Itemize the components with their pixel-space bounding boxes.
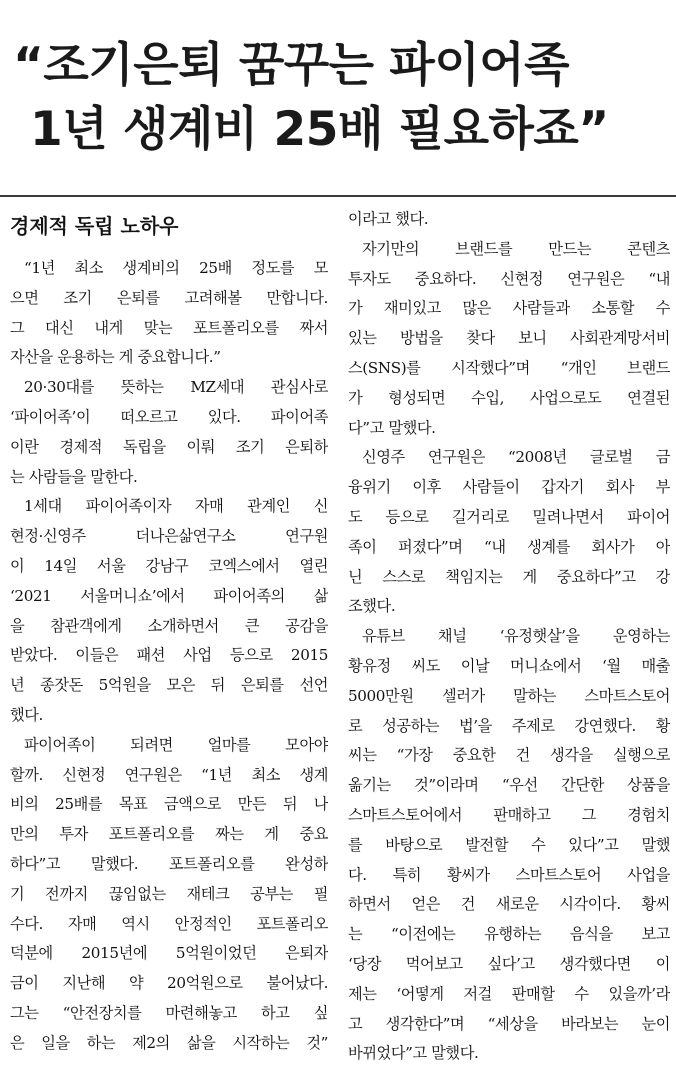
headline-line-2: 1년 생계비 25배 필요하죠” bbox=[30, 102, 609, 157]
left-column-text bbox=[10, 254, 328, 1059]
text-line: 다”고 말했다. bbox=[348, 418, 436, 437]
text-line: 비의 25배를 목표 금액으로 만든 뒤 나 bbox=[10, 795, 328, 814]
text-line: 가 형성되면 수입, 사업으로도 연결된 bbox=[348, 388, 670, 407]
text-line: 가 재미있고 많은 사람들과 소통할 수 bbox=[348, 299, 670, 318]
text-line: 기 전까지 끊임없는 재테크 공부는 필 bbox=[10, 884, 328, 903]
article-column-left bbox=[10, 205, 328, 1055]
text-line: 로 성공하는 법’을 주제로 강연했다. 황 bbox=[348, 716, 670, 735]
text-line: 고 생각한다”며 “세상을 바라보는 눈이 bbox=[348, 1014, 670, 1033]
text-line: 이란 경제적 독립을 이뤄 조기 은퇴하 bbox=[10, 437, 328, 456]
text-line: 파이어족이 되려면 얼마를 모아야 bbox=[24, 735, 328, 754]
text-line: 족이 퍼졌다”며 “내 생계를 회사가 아 bbox=[348, 537, 670, 556]
text-line: 를 바탕으로 발전할 수 있다”고 말했 bbox=[348, 835, 670, 854]
text-line: ‘당장 먹어보고 싶다’고 생각했다면 이 bbox=[348, 954, 670, 973]
text-line: 자기만의 브랜드를 만드는 콘텐츠 bbox=[362, 239, 670, 258]
text-line: 조했다. bbox=[348, 597, 396, 616]
text-line: 는 “이전에는 유행하는 음식을 보고 bbox=[348, 925, 670, 944]
text-line: 씨는 “가장 중요한 건 생각을 실행으로 bbox=[348, 746, 670, 765]
text-line: 만의 투자 포트폴리오를 짜는 게 중요 bbox=[10, 825, 328, 844]
text-line: 하면서 얻은 건 새로운 시각이다. 황씨 bbox=[348, 895, 670, 914]
article-column-right bbox=[348, 205, 670, 1063]
text-line: 닌 스스로 책임지는 게 중요하다”고 강 bbox=[348, 567, 670, 586]
text-line: 도 등으로 길거리로 밀려나면서 파이어 bbox=[348, 507, 670, 526]
text-line: 있는 방법을 찾다 보니 사회관계망서비 bbox=[348, 329, 670, 348]
text-line: 투자도 중요하다. 신현정 연구원은 “내 bbox=[348, 269, 670, 288]
text-line: 덕분에 2015년에 5억원이었던 은퇴자 bbox=[10, 944, 328, 963]
text-line: 현정·신영주 더나은삶연구소 연구원 bbox=[10, 527, 328, 546]
text-line: 할까. 신현정 연구원은 “1년 최소 생계 bbox=[10, 765, 328, 784]
text-line: 하다”고 말했다. 포트폴리오를 완성하 bbox=[10, 854, 328, 873]
text-line: 옮기는 것”이라며 “우선 간단한 상품을 bbox=[348, 776, 670, 795]
text-line: 황유정 씨도 이날 머니쇼에서 ‘월 매출 bbox=[348, 656, 670, 675]
text-line: ‘2021 서울머니쇼’에서 파이어족의 삶 bbox=[10, 586, 328, 605]
text-line: 받았다. 이들은 패션 사업 등으로 2015 bbox=[10, 646, 328, 665]
text-line: 1세대 파이어족이자 자매 관계인 신 bbox=[24, 497, 328, 516]
text-line: 다. 특히 황씨가 스마트스토어 사업을 bbox=[348, 865, 670, 884]
subheading: 경제적 독립 노하우 bbox=[10, 214, 179, 238]
text-line: 자산을 운용하는 게 중요합니다.” bbox=[10, 348, 221, 367]
text-line: 신영주 연구원은 “2008년 글로벌 금 bbox=[362, 448, 670, 467]
text-line: 수다. 자매 역시 안정적인 포트폴리오 bbox=[10, 914, 328, 933]
text-line: 은 일을 하는 제2의 삶을 시작하는 것” bbox=[10, 1033, 328, 1052]
text-line: 제는 ‘어떻게 저걸 판매할 수 있을까’라 bbox=[348, 984, 670, 1003]
text-line: 했다. bbox=[10, 705, 43, 724]
text-line: 는 사람들을 말한다. bbox=[10, 467, 138, 486]
text-line: 스마트스토어에서 판매하고 그 경험치 bbox=[348, 805, 670, 824]
headline-divider bbox=[0, 195, 676, 197]
text-line: “1년 최소 생계비의 25배 정도를 모 bbox=[24, 259, 328, 277]
text-line: 을 참관객에게 소개하면서 큰 공감을 bbox=[10, 616, 328, 635]
right-column-text bbox=[348, 205, 670, 1069]
text-line: 으면 조기 은퇴를 고려해볼 만합니다. bbox=[10, 288, 328, 307]
text-line: 이 14일 서울 강남구 코엑스에서 열린 bbox=[10, 556, 328, 575]
text-line: 융위기 이후 사람들이 갑자기 회사 부 bbox=[348, 478, 670, 497]
text-line: 유튜브 채널 ‘유정햇살’을 운영하는 bbox=[362, 627, 670, 646]
text-line: 그는 “안전장치를 마련해놓고 하고 싶 bbox=[10, 1003, 328, 1022]
headline-line-1: “조기은퇴 꿈꾸는 파이어족 bbox=[13, 38, 570, 93]
headline bbox=[0, 0, 676, 190]
text-line: 년 종잣돈 5억원을 모은 뒤 은퇴를 선언 bbox=[10, 676, 328, 695]
text-line: ‘파이어족’이 떠오르고 있다. 파이어족 bbox=[10, 407, 328, 426]
text-line: 20·30대를 뜻하는 MZ세대 관심사로 bbox=[24, 378, 328, 397]
text-line: 금이 지난해 약 20억원으로 불어났다. bbox=[10, 974, 328, 993]
text-line: 스(SNS)를 시작했다”며 “개인 브랜드 bbox=[348, 358, 670, 377]
text-line: 5000만원 셀러가 말하는 스마트스토어 bbox=[348, 686, 670, 705]
text-line: 바뀌었다”고 말했다. bbox=[348, 1044, 479, 1063]
text-line: 그 대신 내게 맞는 포트폴리오를 짜서 bbox=[10, 318, 328, 337]
text-line: 이라고 했다. bbox=[348, 210, 429, 228]
